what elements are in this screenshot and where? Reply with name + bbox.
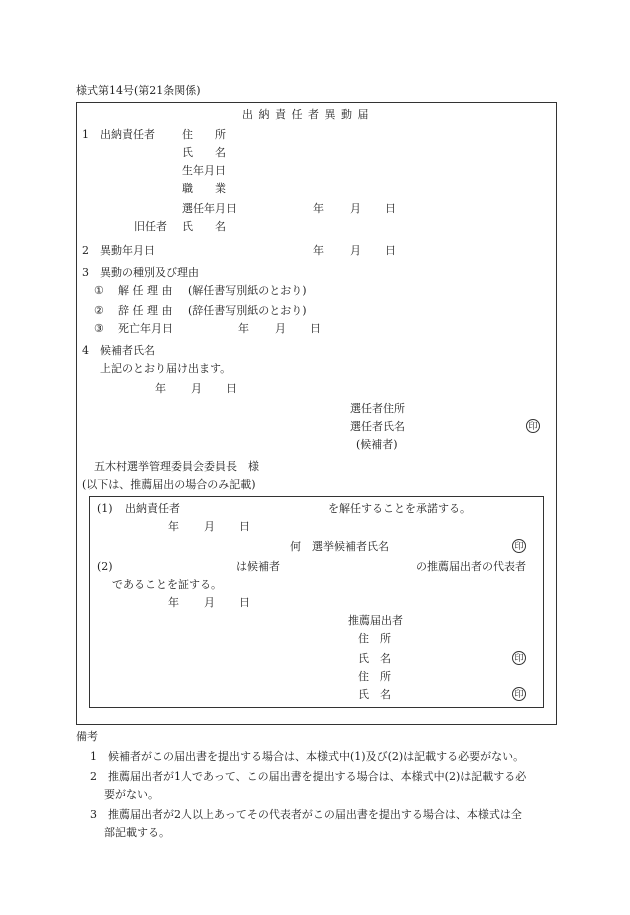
date-year: 年 <box>168 520 179 533</box>
note-3: 3 推薦届出者が2人以上あってその代表者がこの届出書を提出する場合は、本様式は全 <box>90 808 522 821</box>
field-address-label: 住 所 <box>182 128 226 141</box>
notes-title: 備考 <box>76 730 98 743</box>
form-title: 出 納 責 任 者 異 動 届 <box>242 108 370 121</box>
date-year: 年 <box>313 244 324 257</box>
date-month: 月 <box>350 244 361 257</box>
field-appointed-date-label: 選任年月日 <box>182 202 237 215</box>
recommender-label: 推薦届出者 <box>348 614 403 627</box>
previous-name-label: 氏 名 <box>182 220 226 233</box>
note-1: 1 候補者がこの届出書を提出する場合は、本様式中(1)及び(2)は記載する必要がない。 <box>90 750 525 763</box>
rec-p1-text: を解任することを承諾する。 <box>328 502 471 515</box>
note-2: 2 推薦届出者が1人であって、この届出書を提出する場合は、本様式中(2)は記載する必 <box>90 770 527 783</box>
date-month: 月 <box>191 382 202 395</box>
seal-icon: 印 <box>512 687 526 701</box>
rec-p2-text-a: は候補者 <box>236 560 280 573</box>
field-birthdate-label: 生年月日 <box>182 164 226 177</box>
note-3-cont: 部記載する。 <box>104 826 170 839</box>
date-day: 日 <box>385 244 396 257</box>
date-day: 日 <box>239 596 250 609</box>
recommender-address-label: 住 所 <box>358 670 391 683</box>
date-day: 日 <box>239 520 250 533</box>
form-number: 様式第14号(第21条関係) <box>76 84 201 97</box>
date-day: 日 <box>226 382 237 395</box>
recommendation-box <box>89 496 544 708</box>
field-occupation-label: 職 業 <box>182 182 226 195</box>
recommender-address-label: 住 所 <box>358 632 391 645</box>
section3-label: 3 異動の種別及び理由 <box>82 266 199 279</box>
seal-icon: 印 <box>512 539 526 553</box>
seal-icon: 印 <box>512 651 526 665</box>
item2-number: ② <box>94 304 104 317</box>
section2-label: 2 異動年月日 <box>82 244 155 257</box>
item1-number: ① <box>94 284 104 297</box>
date-year: 年 <box>155 382 166 395</box>
rec-p2-number: (2) <box>97 560 113 573</box>
rec-p2-text-b: の推薦届出者の代表者 <box>416 560 526 573</box>
candidate-paren: (候補者) <box>356 438 398 451</box>
item3-number: ③ <box>94 322 104 335</box>
item1-label: 解 任 理 由 <box>118 284 173 297</box>
rec-p1-signer: 何 選挙候補者氏名 <box>290 540 389 553</box>
date-year: 年 <box>313 202 324 215</box>
appointer-name-label: 選任者氏名 <box>350 420 405 433</box>
date-day: 日 <box>385 202 396 215</box>
date-year: 年 <box>168 596 179 609</box>
item3-label: 死亡年月日 <box>118 322 173 335</box>
rec-p1-number: (1) <box>97 502 113 515</box>
previous-label: 旧任者 <box>134 220 167 233</box>
rec-p1-label: 出納責任者 <box>125 502 180 515</box>
recommender-name-label: 氏 名 <box>358 652 391 665</box>
recipient: 五木村選挙管理委員会委員長 様 <box>94 460 259 473</box>
declaration-text: 上記のとおり届け出ます。 <box>100 362 232 375</box>
field-name-label: 氏 名 <box>182 146 226 159</box>
section4-label: 4 候補者氏名 <box>82 344 155 357</box>
date-month: 月 <box>204 520 215 533</box>
item2-label: 辞 任 理 由 <box>118 304 173 317</box>
note-2-cont: 要がない。 <box>104 788 159 801</box>
date-month: 月 <box>350 202 361 215</box>
date-day: 日 <box>310 322 321 335</box>
date-month: 月 <box>275 322 286 335</box>
date-year: 年 <box>238 322 249 335</box>
item1-note: (解任書写別紙のとおり) <box>188 284 307 297</box>
item2-note: (辞任書写別紙のとおり) <box>188 304 307 317</box>
seal-icon: 印 <box>526 419 540 433</box>
rec-p2-text-c: であることを証する。 <box>112 578 222 591</box>
recommendation-note: (以下は、推薦届出の場合のみ記載) <box>82 478 256 491</box>
recommender-name-label: 氏 名 <box>358 688 391 701</box>
appointer-address-label: 選任者住所 <box>350 402 405 415</box>
section1-label: 1 出納責任者 <box>82 128 155 141</box>
date-month: 月 <box>204 596 215 609</box>
